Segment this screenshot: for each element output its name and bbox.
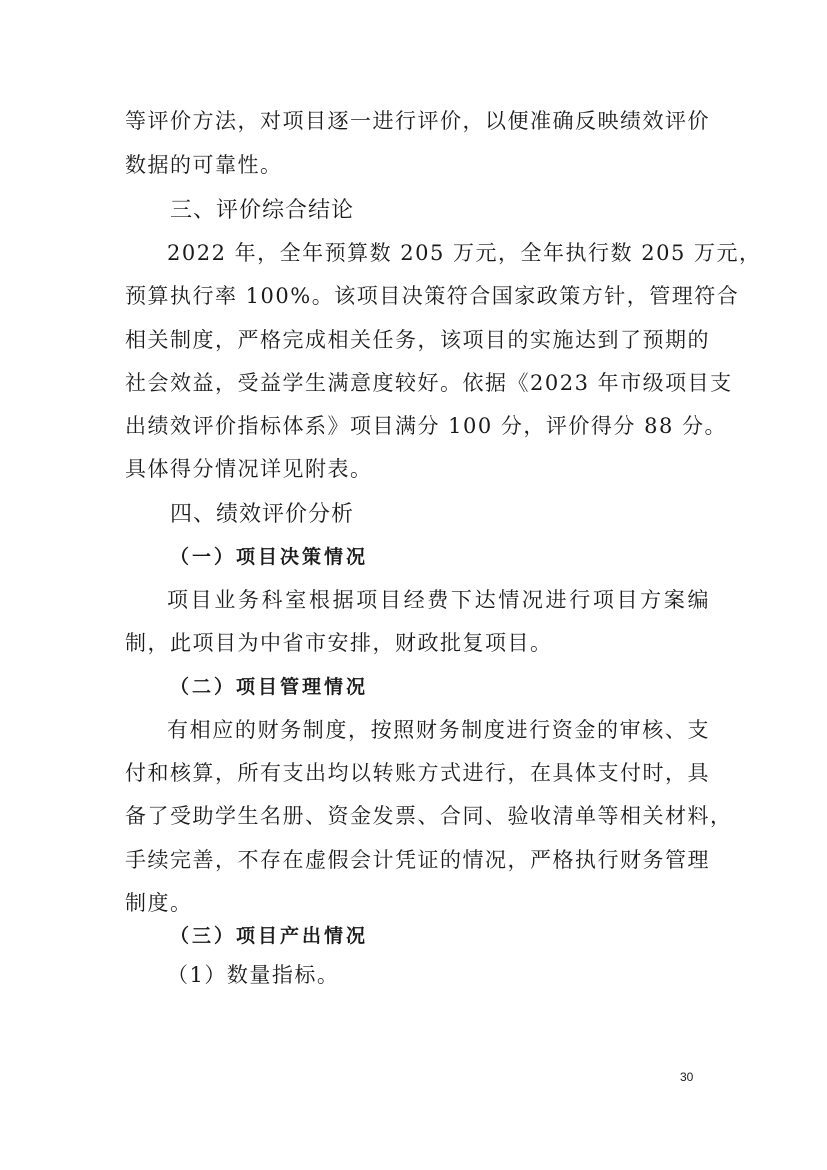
body-text-line: 备了受助学生名册、资金发票、合同、验收清单等相关材料， bbox=[125, 804, 733, 828]
body-text-line: 制度。 bbox=[125, 891, 193, 915]
page-number: 30 bbox=[680, 1070, 694, 1084]
body-text-line: （1）数量指标。 bbox=[167, 963, 340, 987]
body-text-line: 出绩效评价指标体系》项目满分 100 分，评价得分 88 分。 bbox=[125, 414, 728, 438]
subsection-heading-decision: （一）项目决策情况 bbox=[170, 546, 369, 568]
subsection-heading-output: （三）项目产出情况 bbox=[170, 925, 369, 947]
body-text-line: 相关制度，严格完成相关任务，该项目的实施达到了预期的 bbox=[125, 328, 710, 352]
subsection-heading-management: （二）项目管理情况 bbox=[170, 676, 369, 698]
section-heading-conclusion: 三、评价综合结论 bbox=[170, 198, 355, 223]
body-text-line: 制，此项目为中省市安排，财政批复项目。 bbox=[125, 631, 553, 655]
body-text-line: 等评价方法，对项目逐一进行评价，以便准确反映绩效评价 bbox=[125, 109, 710, 133]
body-text-line: 具体得分情况详见附表。 bbox=[125, 457, 373, 481]
body-text-line: 手续完善，不存在虚假会计凭证的情况，严格执行财务管理 bbox=[125, 848, 710, 872]
body-text-line: 项目业务科室根据项目经费下达情况进行项目方案编 bbox=[167, 588, 710, 612]
body-text-line: 社会效益，受益学生满意度较好。依据《2023 年市级项目支 bbox=[125, 371, 733, 395]
body-text-line: 有相应的财务制度，按照财务制度进行资金的审核、支 bbox=[167, 718, 710, 742]
section-heading-analysis: 四、绩效评价分析 bbox=[170, 502, 355, 527]
body-text-line: 预算执行率 100%。该项目决策符合国家政策方针，管理符合 bbox=[125, 284, 740, 308]
body-text-line: 付和核算，所有支出均以转账方式进行，在具体支付时，具 bbox=[125, 761, 710, 785]
body-text-line: 2022 年，全年预算数 205 万元，全年执行数 205 万元， bbox=[167, 241, 762, 265]
body-text-line: 数据的可靠性。 bbox=[125, 153, 283, 177]
